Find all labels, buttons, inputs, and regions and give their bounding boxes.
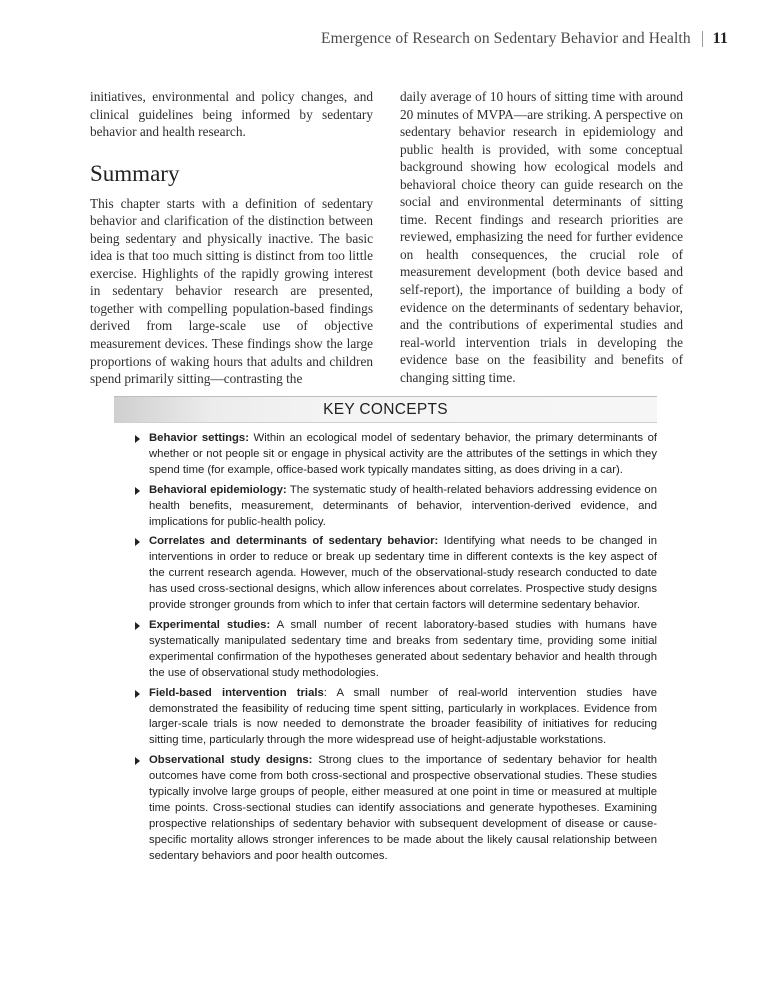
concept-text: Identifying what needs to be changed in interventions in order to reduce or break up sedentary time in different contexts is the key aspect of the current research agenda. However, much of the observational-study research conducted to date has used cross-sectional designs, which allow inferences about correlates. Prospective study designs provide stronger grounds from which to infer that certain factors will determine sedentary behavior.: [149, 535, 657, 612]
concept-term: Behavioral epidemiology:: [149, 483, 287, 496]
triangle-bullet-icon: [135, 538, 140, 546]
triangle-bullet-icon: [135, 690, 140, 698]
concept-text: A small number of recent laboratory-based studies with humans have systematically manipulated sedentary time and breaks from sedentary time, providing some initial experimental confirmation of the hypotheses generated about sedentary behavior and health through the use of observational study methodologies.: [149, 618, 657, 679]
key-concepts-list: [114, 431, 657, 865]
concept-term: Field-based intervention trials: [149, 686, 324, 699]
concept-term: Observational study designs:: [149, 754, 313, 767]
left-column: [90, 88, 373, 388]
concept-term: Correlates and determinants of sedentary behavior:: [149, 535, 439, 548]
summary-paragraph: This chapter starts with a definition of sedentary behavior and clarification of the distinction between being sedentary and physically inactive. The basic idea is that too much sitting is distinct from too little exercise. Highlights of the rapidly growing interest in sedentary behavior research are presented, together with compelling population-based findings derived from large-scale use of objective measurement devices. These findings show the large proportions of waking hours that adults and children spend primarily sitting—contrasting the: [90, 195, 373, 387]
concept-text: The systematic study of health-related behaviors addressing evidence on health benefits, measurement, determinants of behavior, intervention-derived evidence, and implications for public-health policy.: [149, 483, 657, 528]
concept-behavior-settings: [114, 431, 657, 479]
concept-text: : A small number of real-world intervention studies have demonstrated the feasibility of reducing time spent sitting, particularly in workplaces. Evidence from larger-scale trials is now needed to demonstrate the broader feasibility of initiatives for reducing sitting time, particularly through the more widespread use of height-adjustable workstations.: [149, 686, 657, 747]
running-title: Emergence of Research on Sedentary Behavior and Health: [321, 30, 691, 47]
concept-behavioral-epidemiology: [114, 483, 657, 531]
triangle-bullet-icon: [135, 757, 140, 765]
key-concepts-box: [114, 396, 657, 869]
summary-continued-paragraph: daily average of 10 hours of sitting time with around 20 minutes of MVPA—are striking. A perspective on sedentary behavior research in epidemiology and public health is provided, with some conceptual background showing how ecological models and behavioral choice theory can guide research on the social and environmental determinants of sitting time. Recent findings and research priorities are reviewed, emphasizing the need for further evidence on health consequences, the crucial role of measurement development (both device based and self-report), the importance of building a body of evidence on the determinants of sedentary behavior, and the contributions of experimental studies and real-world intervention trials in developing the evidence base on the feasibility and benefits of changing sitting time.: [400, 89, 683, 385]
triangle-bullet-icon: [135, 622, 140, 630]
running-head: [321, 30, 728, 48]
right-column: [400, 88, 683, 386]
concept-experimental-studies: [114, 618, 657, 682]
key-concepts-header: [114, 396, 657, 423]
page-number: 11: [712, 30, 728, 47]
header-divider: [702, 31, 703, 47]
intro-paragraph: initiatives, environmental and policy changes, and clinical guidelines being informed by sedentary behavior and health research.: [90, 89, 373, 140]
concept-text: Strong clues to the importance of sedentary behavior for health outcomes have come from both cross-sectional and prospective observational studies. These studies typically involve large groups of people, either measured at one point in time or measured at multiple time points. Cross-sectional studies can identify associations and generate hypotheses. Examining prospective relationships of sedentary behavior with subsequent development of disease or cause-specific mortality allows stronger inferences to be made about the likely causal relationship between sedentary behaviors and poor health outcomes.: [149, 754, 657, 862]
triangle-bullet-icon: [135, 435, 140, 443]
key-concepts-title: KEY CONCEPTS: [323, 401, 448, 418]
concept-correlates-determinants: [114, 534, 657, 614]
concept-field-based-trials: [114, 686, 657, 750]
triangle-bullet-icon: [135, 487, 140, 495]
summary-heading: Summary: [90, 160, 180, 186]
concept-term: Experimental studies:: [149, 618, 271, 631]
concept-text: Within an ecological model of sedentary behavior, the primary determinants of whether or not people sit or engage in physical activity are the attributes of the settings in which they spend time (for example, office-based work typically mandates sitting, as does driving in a car).: [149, 432, 657, 476]
concept-observational-designs: [114, 753, 657, 864]
concept-term: Behavior settings:: [149, 432, 249, 444]
